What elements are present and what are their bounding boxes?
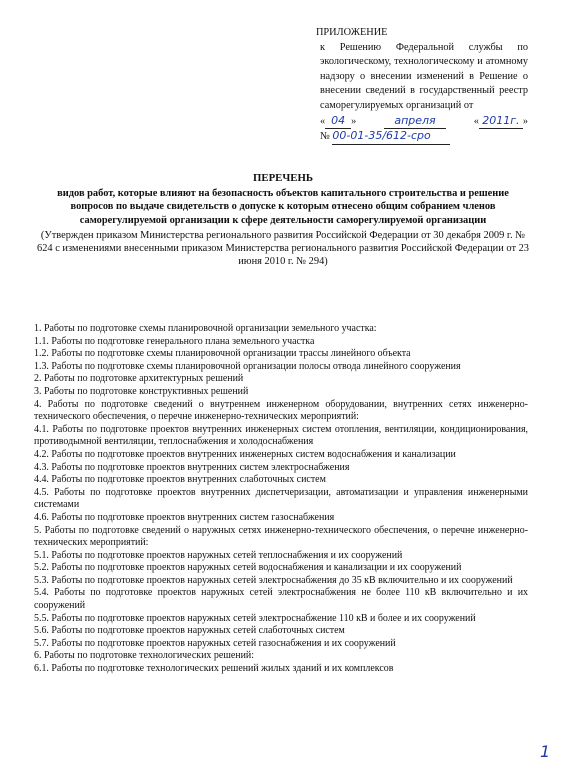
list-item: 5.2. Работы по подготовке проектов наружных сетей водоснабжения и канализации и их сооружений (34, 562, 462, 574)
date-year-open-quote: « (473, 115, 479, 127)
date-day: 04 (325, 114, 351, 130)
date-year: 2011г. (479, 114, 523, 130)
list-item: 5.7. Работы по подготовке проектов наружных сетей газоснабжения и их сооружений (34, 637, 396, 649)
list-item: 5. Работы по подготовке сведений о наружных сетях инженерно-технического обеспечения, о перечне инженерно-технических мероприятий: (34, 524, 528, 549)
list-item: 4.3. Работы по подготовке проектов внутренних систем электроснабжения (34, 461, 350, 473)
list-item: 4.5. Работы по подготовке проектов внутренних диспетчеризации, автоматизации и управления инженерными системами (34, 486, 528, 511)
appendix-number-line (316, 129, 528, 145)
list-item: 1.1. Работы по подготовке генерального плана земельного участка (34, 335, 315, 347)
appendix-body: к Решению Федеральной службы по экологическому, технологическому и атомному надзору о внесении изменений в Решение о внесении сведений в государственный реестр саморегулируемых организаций от (320, 41, 528, 111)
number-label: № (320, 131, 330, 143)
work-types-list (34, 323, 528, 676)
list-item: 4. Работы по подготовке сведений о внутреннем инженерном оборудовании, внутренних сетях инженерно-технического обеспечения, о перечне инженерно-технических мероприятий: (34, 398, 528, 423)
list-item: 6.1. Работы по подготовке технологических решений жилых зданий и их комплексов (34, 663, 394, 675)
list-item: 6. Работы по подготовке технологических решений: (34, 650, 255, 662)
document-heading: ПЕРЕЧЕНЬ (252, 172, 314, 184)
appendix-header (316, 26, 528, 145)
list-item: 5.6. Работы по подготовке проектов наружных сетей слаботочных систем (34, 625, 345, 637)
list-item: 3. Работы по подготовке конструктивных решений (34, 385, 249, 397)
list-item: 2. Работы по подготовке архитектурных решений (34, 373, 244, 385)
date-month: апреля (384, 114, 446, 130)
document-subtitle: видов работ, которые влияют на безопасность объектов капитального строительства и решение вопросов по выдаче свидетельств о допуске к которым отнесено общим собранием членов саморегулируемой организации к сфере деятельности саморегулируемой организации (57, 188, 509, 226)
approval-note: (Утвержден приказом Министерства регионального развития Российской Федерации от 30 декабря 2009 г. № 624 с изменениями внесенными приказом Министерства регионального развития Российской Федерации от 23 июня 2010 г. № 294) (37, 229, 529, 268)
page-number: 1 (540, 742, 551, 761)
appendix-date-line (316, 114, 528, 130)
list-item: 4.6. Работы по подготовке проектов внутренних систем газоснабжения (34, 511, 335, 523)
list-item: 5.5. Работы по подготовке проектов наружных сетей электроснабжение 110 кВ и более и их сооружений (34, 612, 476, 624)
list-item: 5.3. Работы по подготовке проектов наружных сетей электроснабжения до 35 кВ включительно и их сооружений (34, 574, 513, 586)
date-open-quote: « (320, 115, 326, 127)
list-item: 1. Работы по подготовке схемы планировочной организации земельного участка: (34, 323, 377, 334)
list-item: 5.1. Работы по подготовке проектов наружных сетей теплоснабжения и их сооружений (34, 549, 403, 561)
list-item: 1.3. Работы по подготовке схемы планировочной организации полосы отвода линейного сооружения (34, 360, 461, 372)
appendix-caption: ПРИЛОЖЕНИЕ (316, 27, 388, 38)
list-item: 4.4. Работы по подготовке проектов внутренних слаботочных систем (34, 474, 326, 486)
date-year-close-quote: » (522, 115, 528, 127)
list-item: 4.2. Работы по подготовке проектов внутренних инженерных систем водоснабжения и канализации (34, 448, 456, 460)
document-title-block (36, 172, 530, 268)
number-value: 00-01-35/612-срo (332, 129, 450, 145)
date-close-quote: » (351, 115, 357, 127)
list-item: 4.1. Работы по подготовке проектов внутренних инженерных систем отопления, вентиляции, кондиционирования, противодымной вентиляции, теплоснабжения и холодоснабжения (34, 423, 528, 448)
list-item: 5.4. Работы по подготовке проектов наружных сетей электроснабжения не более 110 кВ включительно и их сооружений (34, 587, 528, 612)
list-item: 1.2. Работы по подготовке схемы планировочной организации трассы линейного объекта (34, 348, 411, 360)
